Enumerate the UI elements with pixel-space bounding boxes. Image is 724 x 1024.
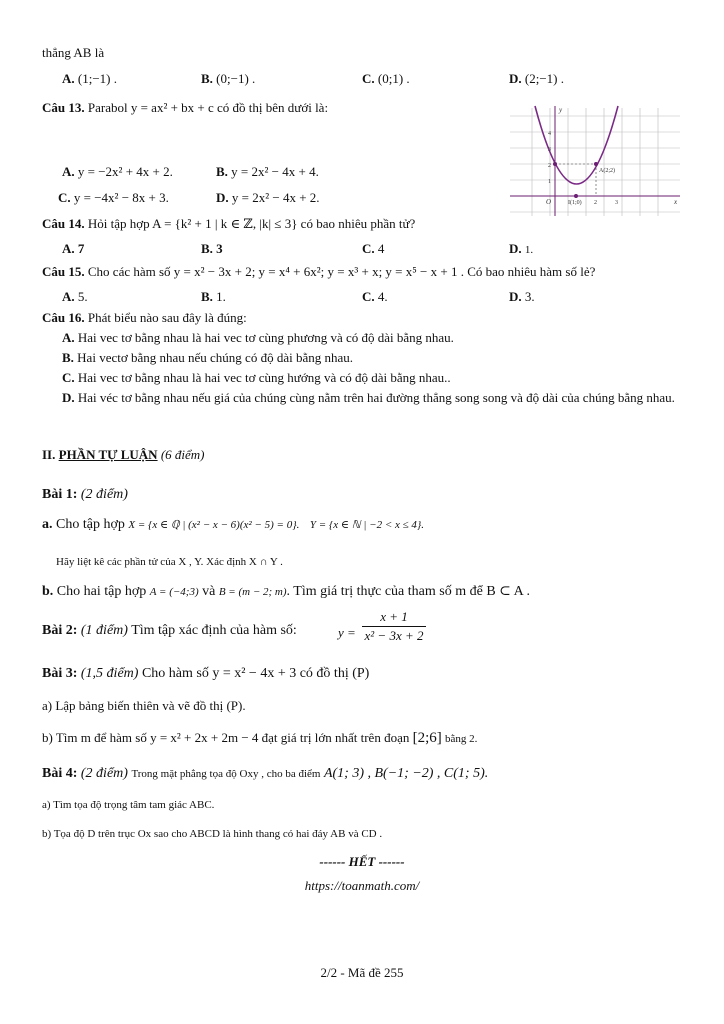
bai3-a: a) Lập bảng biến thiên và vẽ đồ thị (P).: [42, 698, 246, 713]
bai2: Bài 2: (1 điểm) Tìm tập xác định của hàm số:: [42, 623, 297, 638]
q13-option-b: B. y = 2x² − 4x + 4.: [216, 164, 319, 179]
q13-option-a: A. y = −2x² + 4x + 2.: [62, 164, 173, 179]
bai4-b: b) Tọa độ D trên trục Ox sao cho ABCD là hình thang có hai đáy AB và CD .: [42, 828, 383, 840]
q12-option-a: A. (1;−1) .: [62, 71, 117, 86]
graph-point-i: I(1;0): [568, 200, 582, 206]
q15-option-d: D. 3.: [509, 289, 535, 304]
bai3-b: b) Tìm m để hàm số y = x² + 2x + 2m − 4 đạt giá trị lớn nhất trên đoạn [2;6] bằng 2.: [42, 730, 478, 746]
q13-option-c: C. y = −4x² − 8x + 3.: [58, 190, 169, 205]
bai2-fraction: [362, 608, 426, 645]
q14-option-a: A. 7: [62, 241, 85, 256]
graph-x-label: x: [674, 198, 678, 206]
q15-option-a: A. 5.: [62, 289, 88, 304]
graph-origin: O: [546, 198, 552, 206]
bai2-lhs: y =: [338, 625, 356, 640]
q15-question: Câu 15. Cho các hàm số y = x² − 3x + 2; y = x⁴ + 6x²; y = x³ + x; y = x⁵ − x + 1 . Có bao nhiêu hàm số lẻ?: [42, 264, 596, 279]
q12-option-b: B. (0;−1) .: [201, 71, 256, 86]
q14-option-c: C. 4: [362, 241, 385, 256]
svg-text:3: 3: [615, 200, 618, 206]
svg-text:2: 2: [548, 163, 551, 169]
q16-option-c: C. Hai vec tơ bằng nhau là hai vec tơ cùng hướng và có độ dài bằng nhau..: [62, 370, 451, 385]
source-url: https://toanmath.com/: [304, 878, 420, 893]
bai1-a: a. Cho tập hợp X = {x ∈ ℚ | (x² − x − 6)(x² − 5) = 0}. Y = {x ∈ ℕ | −2 < x ≤ 4}.: [42, 517, 425, 532]
graph-y-label: y: [559, 106, 563, 114]
svg-text:3: 3: [548, 147, 551, 153]
q13-question: Câu 13. Parabol y = ax² + bx + c có đồ thị bên dưới là:: [42, 100, 329, 115]
q12-intro: thẳng AB là: [42, 45, 105, 60]
q14-option-b: B. 3: [201, 241, 223, 256]
bai4-a: a) Tìm tọa độ trọng tâm tam giác ABC.: [42, 799, 215, 811]
q16-option-d: D. Hai véc tơ bằng nhau nếu giá của chúng cùng nằm trên hai đường thẳng song song và độ dài của chúng bằng nhau.: [62, 390, 675, 405]
bai1-a-task: Hãy liệt kê các phần tử của X , Y. Xác định X ∩ Y .: [56, 556, 283, 568]
bai2-numerator: x + 1: [362, 608, 426, 627]
bai3-heading: Bài 3: (1,5 điểm) Cho hàm số y = x² − 4x + 3 có đồ thị (P): [42, 666, 370, 681]
graph-point-a: A(2;2): [599, 168, 615, 174]
parabola-graph: [508, 104, 682, 220]
q14-question: Câu 14. Hỏi tập hợp A = {k² + 1 | k ∈ ℤ, |k| ≤ 3} có bao nhiêu phần tử?: [42, 216, 416, 231]
svg-text:4: 4: [548, 131, 551, 137]
bai1-heading: Bài 1: (2 điểm): [42, 487, 128, 502]
q12-option-c: C. (0;1) .: [362, 71, 410, 86]
q16-option-b: B. Hai vectơ bằng nhau nếu chúng có độ dài bằng nhau.: [62, 350, 353, 365]
q16-option-a: A. Hai vec tơ bằng nhau là hai vec tơ cùng phương và có độ dài bằng nhau.: [62, 330, 454, 345]
q13-option-d: D. y = 2x² − 4x + 2.: [216, 190, 320, 205]
svg-text:1: 1: [548, 179, 551, 185]
svg-text:2: 2: [594, 200, 597, 206]
q16-question: Câu 16. Phát biểu nào sau đây là đúng:: [42, 310, 247, 325]
part2-heading: II. PHẦN TỰ LUẬN (6 điểm): [42, 447, 205, 462]
bai2-denominator: x² − 3x + 2: [364, 628, 424, 643]
bai1-b: b. Cho hai tập hợp A = (−4;3) và B = (m − 2; m). Tìm giá trị thực của tham số m để B ⊂ A .: [42, 584, 530, 599]
q15-option-b: B. 1.: [201, 289, 226, 304]
q12-option-d: D. (2;−1) .: [509, 71, 564, 86]
end-marker: ------ HẾT ------: [319, 854, 405, 869]
q15-option-c: C. 4.: [362, 289, 388, 304]
q14-option-d: D. 1.: [509, 241, 534, 256]
bai4-heading: Bài 4: (2 điểm) Trong mặt phẳng tọa độ Oxy , cho ba điểm A(1; 3) , B(−1; −2) , C(1; 5).: [42, 766, 489, 781]
page-number: 2/2 - Mã đề 255: [320, 965, 404, 980]
